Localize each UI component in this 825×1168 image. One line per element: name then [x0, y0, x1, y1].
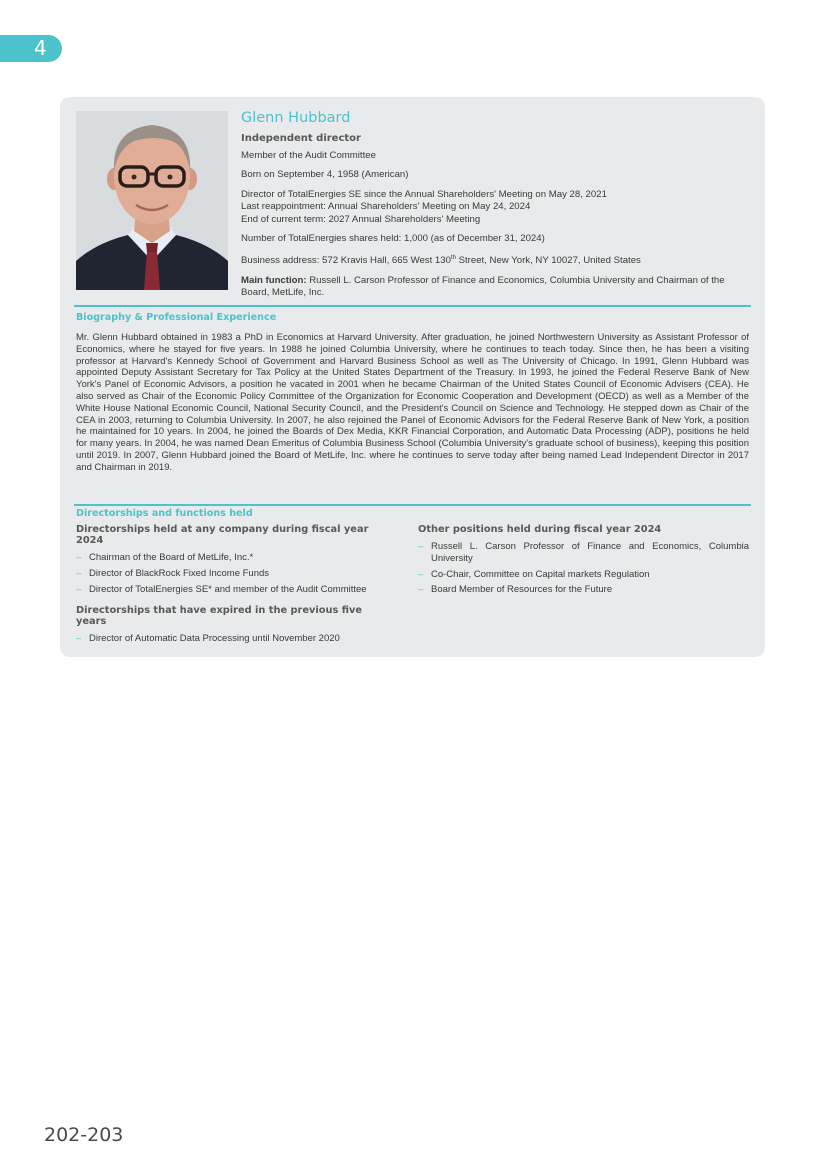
list-item-text: Board Member of Resources for the Future [431, 584, 613, 596]
main-function-label: Main function: [241, 275, 307, 287]
dash-bullet: – [76, 552, 82, 563]
biography-title: Biography & Professional Experience [76, 312, 277, 323]
business-address [241, 252, 751, 268]
list-item [418, 569, 749, 581]
directorships-title: Directorships and functions held [76, 508, 253, 519]
dash-bullet: – [76, 633, 82, 645]
other-positions-column [418, 524, 749, 600]
main-function [241, 275, 751, 300]
list-item [76, 633, 391, 645]
end-of-term: End of current term: 2027 Annual Shareholders' Meeting [241, 213, 481, 225]
page-number-tab: 4 [0, 35, 62, 62]
other-positions-title: Other positions held during fiscal year 2024 [418, 524, 662, 535]
dash-bullet: – [418, 541, 424, 552]
directorships-expired-title: Directorships that have expired in the previous five years [76, 605, 362, 628]
section-divider-biography [74, 305, 751, 307]
main-function-text: Russell L. Carson Professor of Finance and Economics, Columbia University and Chairman of the Board, MetLife, Inc. [241, 275, 725, 299]
other-positions-list [418, 541, 749, 596]
business-address-end: Street, New York, NY 10027, United States [455, 255, 641, 267]
dash-bullet: – [418, 568, 424, 580]
directorships-expired-list [76, 633, 391, 645]
list-item-text: Director of TotalEnergies SE* and member of the Audit Committee [89, 583, 367, 595]
director-name: Glenn Hubbard [241, 110, 351, 126]
section-divider-directorships [74, 504, 751, 506]
list-item-text: Co-Chair, Committee on Capital markets Regulation [431, 568, 650, 580]
birth-info: Born on September 4, 1958 (American) [241, 169, 409, 181]
directorships-held-column [76, 524, 391, 649]
director-card [60, 97, 765, 657]
list-item-text: Russell L. Carson Professor of Finance and Economics, Columbia University [431, 541, 749, 564]
list-item [418, 584, 749, 596]
directorships-held-list [76, 552, 391, 595]
list-item [76, 568, 391, 580]
committee-membership: Member of the Audit Committee [241, 150, 376, 161]
list-item [418, 541, 749, 565]
directorships-held-title: Directorships held at any company during fiscal year 2024 [76, 524, 369, 546]
page-footer-range: 202-203 [44, 1124, 124, 1146]
director-role: Independent director [241, 133, 361, 144]
director-portrait [76, 111, 228, 290]
dash-bullet: – [76, 567, 82, 579]
director-since: Director of TotalEnergies SE since the Annual Shareholders' Meeting on May 28, 2021 [241, 188, 607, 200]
list-item-text: Chairman of the Board of MetLife, Inc.* [89, 552, 254, 563]
list-item-text: Director of BlackRock Fixed Income Funds [89, 567, 270, 579]
last-reappointment: Last reappointment: Annual Shareholders' Meeting on May 24, 2024 [241, 201, 531, 213]
business-address-suffix: th [450, 255, 456, 262]
business-address-start: Business address: 572 Kravis Hall, 665 West 130 [241, 255, 451, 267]
list-item-text: Director of Automatic Data Processing until November 2020 [89, 633, 340, 645]
dash-bullet: – [76, 583, 82, 595]
shares-held: Number of TotalEnergies shares held: 1,000 (as of December 31, 2024) [241, 233, 545, 245]
list-item [76, 584, 391, 596]
biography-text: Mr. Glenn Hubbard obtained in 1983 a PhD in Economics at Harvard University. After graduation, he joined Northwestern University as Assistant Professor of Economics, where he stayed for five years. In 1988 he joined Columbia University, where he continues to teach today. Since then, he has been a visiting professor at Harvard's Kennedy School of Government and Harvard Business School as well as The University of Chicago. In 1991, Glenn Hubbard was appointed Deputy Assistant Secretary for Tax Policy at the United States Department of the Treasury. In 1993, he joined the Federal Reserve Bank of New York's Panel of Economic Advisors, a position he vacated in 2001 when he became Chairman of the United States Council of Economic Advisers (CEA). He also served as Chair of the Economic Policy Committee of the Organization for Economic Cooperation and Development (OECD) as well as a Member of the White House National Economic Council, National Security Council, and the President's Council on Science and Technology. He stepped down as Chair of the CEA in 2003, returning to Columbia University. In 2007, he also rejoined the Panel of Economic Advisors for the Federal Reserve Bank of New York, a position he maintained for 10 years. In 2004, he joined the Boards of Dex Media, KKR Financial Corporation, and Automatic Data Processing (ADP), positions he held for many years. In 2004, he was named Dean Emeritus of Columbia Business School (Columbia University's graduate school of business), keeping this position until 2019. In 2007, Glenn Hubbard joined the Board of MetLife, Inc. where he continues to serve today after being named Lead Independent Director in 2017 and Chairman in 2019. [76, 332, 749, 473]
dash-bullet: – [418, 584, 424, 596]
director-info [241, 110, 751, 300]
list-item [76, 552, 391, 564]
